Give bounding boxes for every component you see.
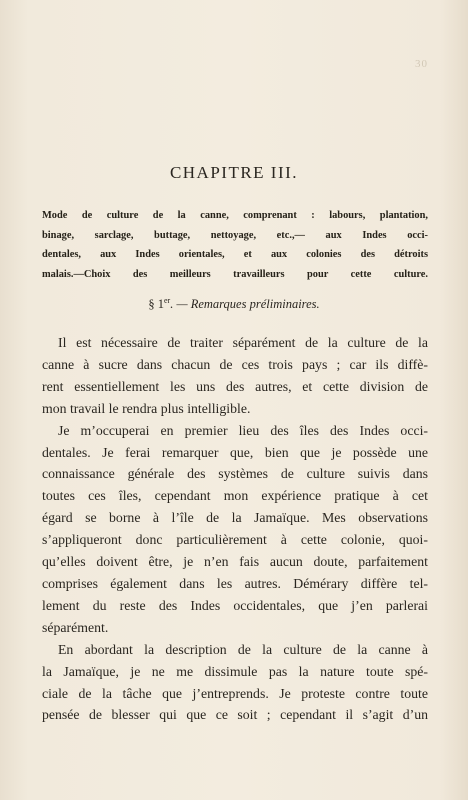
summary-line: malais.—Choix des meilleurs travailleurs pour cette culture.: [42, 268, 428, 280]
bleed-through-page-number: 30: [415, 58, 428, 70]
text-line: s’appliqueront donc particulièrement à cette colonie, quoi-: [42, 532, 428, 548]
section-title: . — Remarques préliminaires.: [170, 297, 320, 312]
section-mark-superscript: er: [163, 296, 171, 305]
text-line: toutes ces îles, cependant mon expérience pratique à cet: [42, 488, 428, 504]
text-line: pensée de blesser qui que ce soit ; cependant il s’agit d’un: [42, 707, 428, 723]
paragraph: [42, 332, 428, 420]
summary-line: dentales, aux Indes orientales, et aux colonies des détroits: [42, 249, 428, 260]
summary-line: Mode de culture de la canne, comprenant : labours, plantation,: [42, 210, 428, 221]
text-line: lement du reste des Indes occidentales, que j’en parlerai: [42, 597, 428, 613]
text-line: dentales. Je ferai remarquer que, bien que je possède une: [42, 444, 428, 460]
text-line: En abordant la description de la culture de la canne à: [58, 641, 428, 657]
text-line: canne à sucre dans chacun de ces trois pays ; car ils diffè-: [42, 356, 428, 372]
chapter-title: CHAPITRE III.: [169, 163, 299, 182]
section-heading: [0, 296, 468, 312]
section-mark: § 1: [148, 297, 164, 312]
text-line: la Jamaïque, je ne me dissimule pas la nature toute spé-: [42, 663, 428, 679]
text-line: mon travail le rendra plus intelligible.: [42, 400, 251, 416]
summary-line: binage, sarclage, buttage, nettoyage, etc.,— aux Indes occi-: [42, 229, 428, 241]
text-line: comprises également dans les autres. Démérary diffère tel-: [42, 575, 428, 591]
text-line: connaissance générale des systèmes de culture suivis dans: [42, 466, 428, 482]
text-line: Je m’occuperai en premier lieu des îles des Indes occi-: [58, 422, 428, 438]
paragraph: [42, 420, 428, 639]
text-line: ciale de la tâche que j’entreprends. Je proteste contre toute: [42, 685, 428, 701]
text-line: séparément.: [42, 619, 109, 635]
text-line: égard se borne à l’île de la Jamaïque. Mes observations: [42, 510, 428, 526]
text-line: rent essentiellement les uns des autres, et cette division de: [42, 378, 428, 394]
chapter-summary: [42, 206, 428, 284]
text-line: Il est nécessaire de traiter séparément de la culture de la: [58, 335, 428, 350]
text-line: qu’elles doivent être, je n’en fais aucun doute, parfaitement: [42, 554, 428, 570]
body-text: [42, 332, 428, 726]
paragraph: [42, 639, 428, 727]
